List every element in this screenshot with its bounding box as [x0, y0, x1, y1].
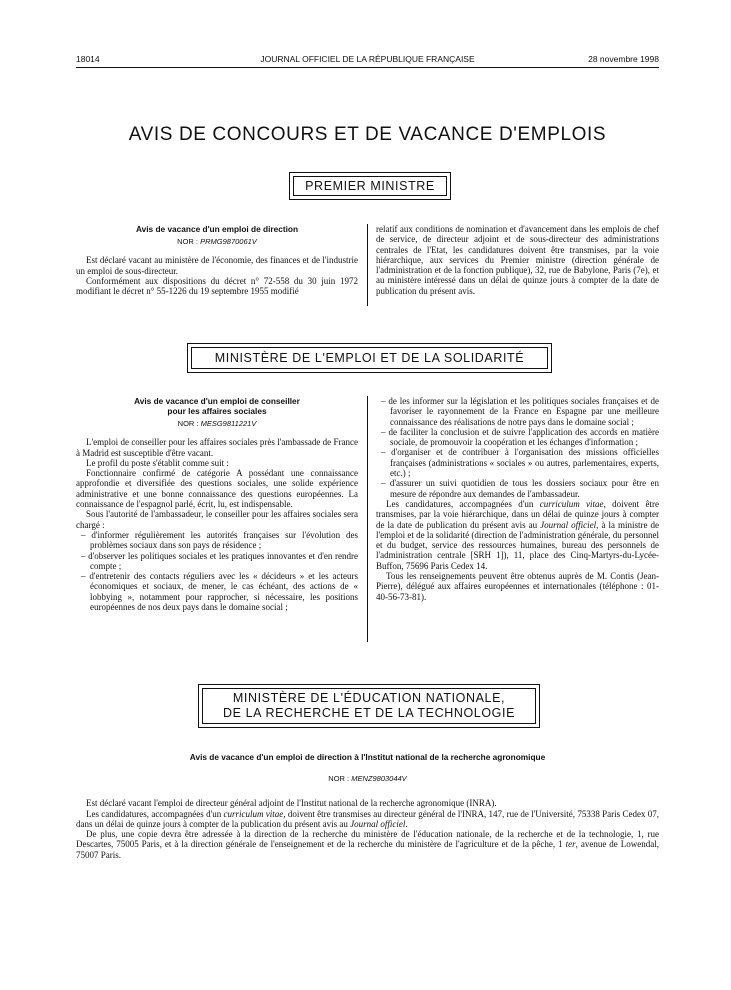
- section1-right-column: [376, 224, 659, 296]
- paragraph: Sous l'autorité de l'ambassadeur, le conseiller pour les affaires sociales sera chargé :: [76, 509, 358, 530]
- column-divider: [367, 224, 368, 306]
- section3-body: [76, 752, 659, 860]
- notice-title: Avis de vacance d'un emploi de conseiller pour les affaires sociales: [134, 396, 300, 416]
- nor-reference: NOR : MESG9811221V: [177, 419, 257, 428]
- paragraph: Les candidatures, accompagnées d'un curriculum vitae, doivent être transmises, par la voie hiérarchique, dans un délai de quinze jours à compter de la date de publication du présent avis au Journal officiel, à la ministre de l'emploi et de la solidarité (direction de l'administration générale, du personnel et du budget, service des ressources humaines, bureau des personnels de l'administration centrale [SRH 1]), 11, place des Cinq-Martyrs-du-Lycée-Buffon, 75696 Paris Cedex 14.: [376, 498, 659, 571]
- paragraph: L'emploi de conseiller pour les affaires sociales près l'ambassade de France à Madrid est susceptible d'être vacant.: [76, 437, 358, 458]
- section-heading-text: PREMIER MINISTRE: [305, 179, 435, 193]
- paragraph: Est déclaré vacant l'emploi de directeur général adjoint de l'Institut national de la recherche agronomique (INRA).: [86, 798, 497, 809]
- section-heading-text: DE LA RECHERCHE ET DE LA TECHNOLOGIE: [222, 706, 516, 720]
- paragraph: Est déclaré vacant au ministère de l'économie, des finances et de l'industrie un emploi de sous-directeur.: [76, 255, 358, 276]
- paragraph: Conformément aux dispositions du décret n° 72-558 du 30 juin 1972 modifiant le décret n° 55-1226 du 19 septembre 1955 modifié: [76, 275, 358, 297]
- header-rule: [76, 67, 659, 68]
- journal-name: JOURNAL OFFICIEL DE LA RÉPUBLIQUE FRANÇAISE: [260, 54, 475, 64]
- section-heading-text: MINISTÈRE DE L'ÉDUCATION NATIONALE,: [232, 691, 506, 705]
- section-heading-premier-ministre: [289, 172, 451, 200]
- running-header: [76, 54, 659, 66]
- notice-title: Avis de vacance d'un emploi de direction à l'Institut national de la recherche agronomique: [189, 752, 546, 762]
- section-heading-emploi-solidarite: [187, 343, 552, 373]
- section-heading-text: MINISTÈRE DE L'EMPLOI ET DE LA SOLIDARITÉ: [214, 351, 525, 365]
- list-item: – de les informer sur la législation et les politiques sociales françaises et de favoriser le rayonnement de la France en Espagne par une meilleure connaissance des réalisations de notre pays dans le domaine social ;: [381, 396, 659, 427]
- paragraph: Tous les renseignements peuvent être obtenus auprès de M. Contis (Jean-Pierre), délégué aux affaires européennes et internationales (téléphone : 01-40-56-73-81).: [376, 571, 659, 602]
- section-heading-education-nationale: [198, 684, 540, 728]
- issue-date: 28 novembre 1998: [588, 54, 659, 64]
- main-title: AVIS DE CONCOURS ET DE VACANCE D'EMPLOIS: [128, 124, 607, 145]
- column-divider: [367, 396, 368, 642]
- list-item: – de faciliter la conclusion et de suivre l'application des accords en matière sociale, de promouvoir la coopération et les échanges d'information ;: [381, 426, 659, 448]
- list-item: – d'observer les politiques sociales et les pratiques innovantes et d'en rendre compte ;: [81, 550, 358, 571]
- nor-reference: NOR : MENZ9803044V: [328, 774, 407, 783]
- list-item: – d'entretenir des contacts réguliers avec les « décideurs » et les acteurs économiques et sociaux, de mener, le cas échéant, des actions de « lobbying », notamment pour rapprocher, si nécessaire, les positions européennes de nos deux pays dans le domaine social ;: [81, 571, 358, 613]
- list-item: – d'organiser et de contribuer à l'organisation des missions officielles françaises (administrations « sociales » ou autres, parlementaires, experts, etc.) ;: [381, 447, 659, 479]
- section2-left-column: [76, 396, 358, 612]
- nor-reference: NOR : PRMG9870061V: [177, 237, 257, 246]
- list-item: – d'assurer un suivi quotidien de tous les dossiers sociaux pour être en mesure de répondre aux demandes de l'ambassadeur.: [381, 478, 659, 499]
- list-item: – d'informer régulièrement les autorités françaises sur l'évolution des problèmes sociaux dans son pays de résidence ;: [81, 529, 358, 551]
- section2-right-column: [376, 396, 659, 602]
- paragraph: relatif aux conditions de nomination et d'avancement dans les emplois de chef de service, de directeur adjoint et de sous-directeur des administrations centrales de l'Etat, les candidatures doivent être transmises, par la voie hiérarchique, aux services du Premier ministre (direction générale de l'administration et de la fonction publique), 32, rue de Babylone, Paris (7e), et au ministère intéressé dans un délai de quinze jours à compter de la date de publication du présent avis.: [376, 224, 659, 296]
- paragraph: De plus, une copie devra être adressée à la direction de la recherche du ministère de l'éducation nationale, de la recherche et de la technologie, 1, rue Descartes, 75005 Paris, et à la direction générale de l'enseignement et de la recherche du ministère de l'agriculture et de la pêche, 1 ter, avenue de Lowendal, 75007 Paris.: [76, 829, 659, 860]
- section1-left-column: [76, 224, 358, 296]
- paragraph: Les candidatures, accompagnées d'un curriculum vitae, doivent être transmises au directeur général de l'INRA, 147, rue de l'Université, 75338 Paris Cedex 07, dans un délai de quinze jours à compter de la publication du présent avis au Journal officiel.: [76, 808, 659, 829]
- paragraph: Fonctionnaire confirmé de catégorie A possédant une connaissance approfondie et diversifiée des questions sociales, une solide expérience administrative et une bonne connaissance des questions européennes. La connaissance de l'espagnol parlé, écrit, lu, est indispensable.: [76, 468, 358, 510]
- notice-title: Avis de vacance d'un emploi de direction: [135, 224, 299, 234]
- paragraph: Le profil du poste s'établit comme suit :: [86, 457, 229, 468]
- page-number: 18014: [76, 54, 100, 64]
